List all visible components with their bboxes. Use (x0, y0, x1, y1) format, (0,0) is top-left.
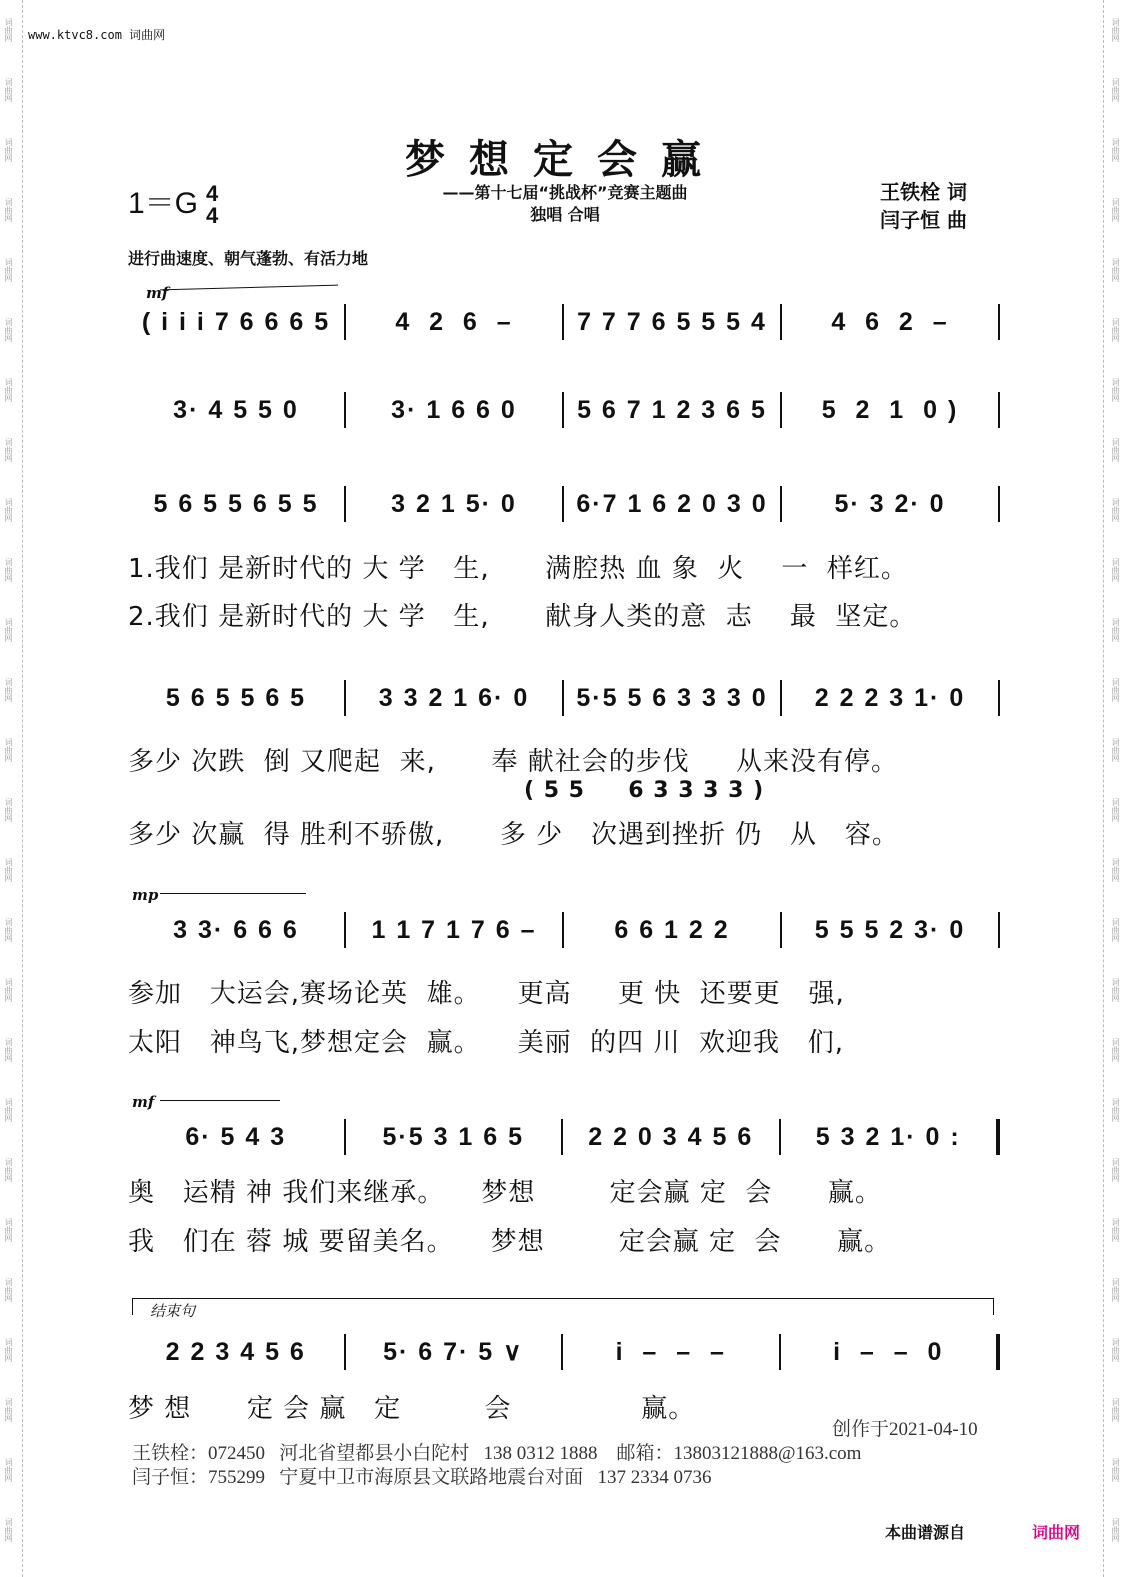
watermark-text: 词曲网 (4, 1218, 13, 1242)
watermark-text: 词曲网 (4, 1518, 13, 1542)
watermark-text: 词曲网 (1111, 1158, 1120, 1182)
watermark-text: 词曲网 (4, 1338, 13, 1362)
staff-line (128, 678, 1000, 718)
ending-bracket (132, 1298, 994, 1315)
watermark-text: 词曲网 (4, 1278, 13, 1302)
credits (880, 178, 967, 234)
watermark-text: 词曲网 (4, 858, 13, 882)
measure: 5· 3 2· 0 (834, 489, 946, 518)
lyricist: 王铁栓 词 (880, 180, 967, 204)
watermark-text: 词曲网 (4, 1398, 13, 1422)
measure: i – – 0 (833, 1337, 944, 1366)
dynamic-mf: mf (132, 1093, 155, 1111)
source-label: 本曲谱源自 (885, 1523, 966, 1542)
measure: ( i i i 7 6 6 6 5 (141, 307, 331, 336)
measure: 5·5 5 6 3 3 3 0 (576, 683, 768, 712)
watermark-text: 词曲网 (1111, 918, 1120, 942)
watermark-text: 词曲网 (1111, 18, 1120, 42)
watermark-text: 词曲网 (1111, 558, 1120, 582)
watermark-text: 词曲网 (4, 438, 13, 462)
site-header[interactable]: www.ktvc8.com 词曲网 (28, 28, 166, 42)
lyrics-verse1: 奥 运精 神 我们来继承。 梦想 定会赢 定 会 赢。 (128, 1178, 882, 1208)
watermark-text: 词曲网 (1111, 678, 1120, 702)
watermark-text: 词曲网 (1111, 1278, 1120, 1302)
staff-line (128, 302, 1000, 342)
watermark-text: 词曲网 (4, 1038, 13, 1062)
measure: 7 7 7 6 5 5 5 4 (577, 307, 767, 336)
watermark-text: 词曲网 (1111, 1218, 1120, 1242)
ending-label: 结束句 (150, 1302, 196, 1320)
watermark-text: 词曲网 (1111, 1338, 1120, 1362)
watermark-text: 词曲网 (4, 378, 13, 402)
watermark-text: 词曲网 (4, 318, 13, 342)
watermark-text: 词曲网 (1111, 1038, 1120, 1062)
measure: 3· 4 5 5 0 (173, 395, 299, 424)
lyrics-verse1: 多少 次跌 倒 又爬起 来, 奉 献社会的步伐 从来没有停。 (128, 747, 899, 777)
alt-notes: ( 5 5 6 3 3 3 3 ) (524, 778, 765, 803)
watermark-text: 词曲网 (1111, 438, 1120, 462)
staff-line (128, 910, 1000, 950)
measure: 6·7 1 6 2 0 3 0 (576, 489, 768, 518)
right-watermark (1110, 0, 1122, 1560)
measure: 5 2 1 0 ) (821, 395, 959, 424)
measure: 5 6 5 5 6 5 5 (153, 489, 319, 518)
time-bottom: 4 (206, 203, 219, 229)
bar-line (996, 1334, 1000, 1370)
key: 1＝G (128, 187, 199, 220)
lyrics-verse2: 我 们在 蓉 城 要留美名。 梦想 定会赢 定 会 赢。 (128, 1227, 892, 1257)
watermark-text: 词曲网 (1111, 1098, 1120, 1122)
bar-line (998, 680, 1000, 716)
watermark-text: 词曲网 (1111, 378, 1120, 402)
left-watermark (3, 0, 15, 1560)
watermark-text: 词曲网 (4, 18, 13, 42)
right-border (1103, 0, 1104, 1577)
contact-lyricist: 王铁栓：072450 河北省望都县小白陀村 138 0312 1888 邮箱：13803121888@163.com (132, 1443, 862, 1464)
measure: i – – – (615, 1337, 726, 1366)
watermark-text: 词曲网 (4, 618, 13, 642)
dynamic-mf: mf (146, 284, 169, 302)
watermark-text: 词曲网 (1111, 138, 1120, 162)
measure: 6 6 1 2 2 (614, 915, 730, 944)
watermark-text: 词曲网 (4, 138, 13, 162)
measure: 5· 6 7· 5 ∨ (383, 1338, 524, 1366)
watermark-text: 词曲网 (4, 498, 13, 522)
song-title: 梦想定会赢 (405, 136, 725, 183)
staff-line (128, 1332, 1000, 1372)
contact-composer: 闫子恒：755299 宁夏中卫市海原县文联路地震台对面 137 2334 0736 (132, 1467, 712, 1488)
lyrics-verse2: 太阳 神鸟飞,梦想定会 赢。 美丽 的四 川 欢迎我 们, (128, 1028, 845, 1058)
staff-line (128, 1117, 1000, 1157)
crescendo-hairpin (160, 1100, 280, 1101)
measure: 5 6 7 1 2 3 6 5 (577, 395, 767, 424)
measure: 3 3· 6 6 6 (173, 915, 299, 944)
measure: 4 2 6 – (395, 307, 513, 336)
staff-line (128, 484, 1000, 524)
bar-line (998, 392, 1000, 428)
source-site-link[interactable]: 词曲网 (1032, 1523, 1081, 1542)
watermark-text: 词曲网 (1111, 1518, 1120, 1542)
watermark-text: 词曲网 (4, 678, 13, 702)
lyrics-verse2: 2.我们 是新时代的 大 学 生, 献身人类的意 志 最 坚定。 (128, 602, 917, 632)
crescendo-hairpin (160, 285, 338, 291)
measure: 3 3 2 1 6· 0 (378, 683, 530, 712)
watermark-text: 词曲网 (4, 798, 13, 822)
dynamic-mp: mp (132, 886, 159, 904)
watermark-text: 词曲网 (4, 198, 13, 222)
measure: 5 5 5 2 3· 0 (814, 915, 966, 944)
watermark-text: 词曲网 (1111, 258, 1120, 282)
watermark-text: 词曲网 (4, 78, 13, 102)
watermark-text: 词曲网 (4, 1098, 13, 1122)
watermark-text: 词曲网 (4, 918, 13, 942)
crescendo-hairpin (160, 893, 306, 894)
created-date: 创作于2021-04-10 (832, 1419, 978, 1440)
watermark-text: 词曲网 (1111, 798, 1120, 822)
measure: 5·5 3 1 6 5 (382, 1122, 525, 1151)
tempo-marking: 进行曲速度、朝气蓬勃、有活力地 (128, 249, 369, 268)
watermark-text: 词曲网 (1111, 618, 1120, 642)
watermark-text: 词曲网 (1111, 498, 1120, 522)
measure: 5 6 5 5 6 5 (165, 683, 307, 712)
bar-line (996, 1119, 1000, 1155)
watermark-text: 词曲网 (1111, 198, 1120, 222)
lyrics-ending: 梦 想 定 会 赢 定 会 赢。 (128, 1394, 696, 1424)
watermark-text: 词曲网 (4, 978, 13, 1002)
measure: 3· 1 6 6 0 (391, 395, 517, 424)
watermark-text: 词曲网 (1111, 738, 1120, 762)
measure: 2 2 0 3 4 5 6 (588, 1122, 754, 1151)
subtitle: ——第十七届“挑战杯”竞赛主题曲 (442, 183, 688, 202)
watermark-text: 词曲网 (1111, 858, 1120, 882)
bar-line (998, 912, 1000, 948)
measure: 1 1 7 1 7 6 – (371, 915, 537, 944)
composer: 闫子恒 曲 (880, 208, 967, 232)
watermark-text: 词曲网 (4, 258, 13, 282)
watermark-text: 词曲网 (4, 1158, 13, 1182)
watermark-text: 词曲网 (1111, 318, 1120, 342)
watermark-text: 词曲网 (1111, 1458, 1120, 1482)
watermark-text: 词曲网 (1111, 1398, 1120, 1422)
measure: 2 2 3 4 5 6 (165, 1337, 306, 1366)
measure: 5 3 2 1· 0 : (815, 1122, 961, 1151)
measure: 2 2 2 3 1· 0 (814, 683, 966, 712)
lyrics-verse1: 1.我们 是新时代的 大 学 生, 满腔热 血 象 火 一 样红。 (128, 554, 908, 584)
staff-line (128, 390, 1000, 430)
watermark-text: 词曲网 (1111, 978, 1120, 1002)
bar-line (998, 304, 1000, 340)
watermark-text: 词曲网 (4, 1458, 13, 1482)
performance: 独唱 合唱 (530, 205, 600, 224)
measure: 3 2 1 5· 0 (391, 489, 517, 518)
left-border (22, 0, 23, 1577)
watermark-text: 词曲网 (4, 738, 13, 762)
bar-line (998, 486, 1000, 522)
time-top: 4 (206, 181, 219, 207)
watermark-text: 词曲网 (1111, 78, 1120, 102)
lyrics-verse1: 参加 大运会,赛场论英 雄。 更高 更 快 还要更 强, (128, 979, 845, 1009)
lyrics-verse2: 多少 次赢 得 胜利不骄傲, 多 少 次遇到挫折 仍 从 容。 (128, 820, 899, 850)
measure: 4 6 2 – (831, 307, 949, 336)
watermark-text: 词曲网 (4, 558, 13, 582)
measure: 6· 5 4 3 (185, 1122, 287, 1151)
